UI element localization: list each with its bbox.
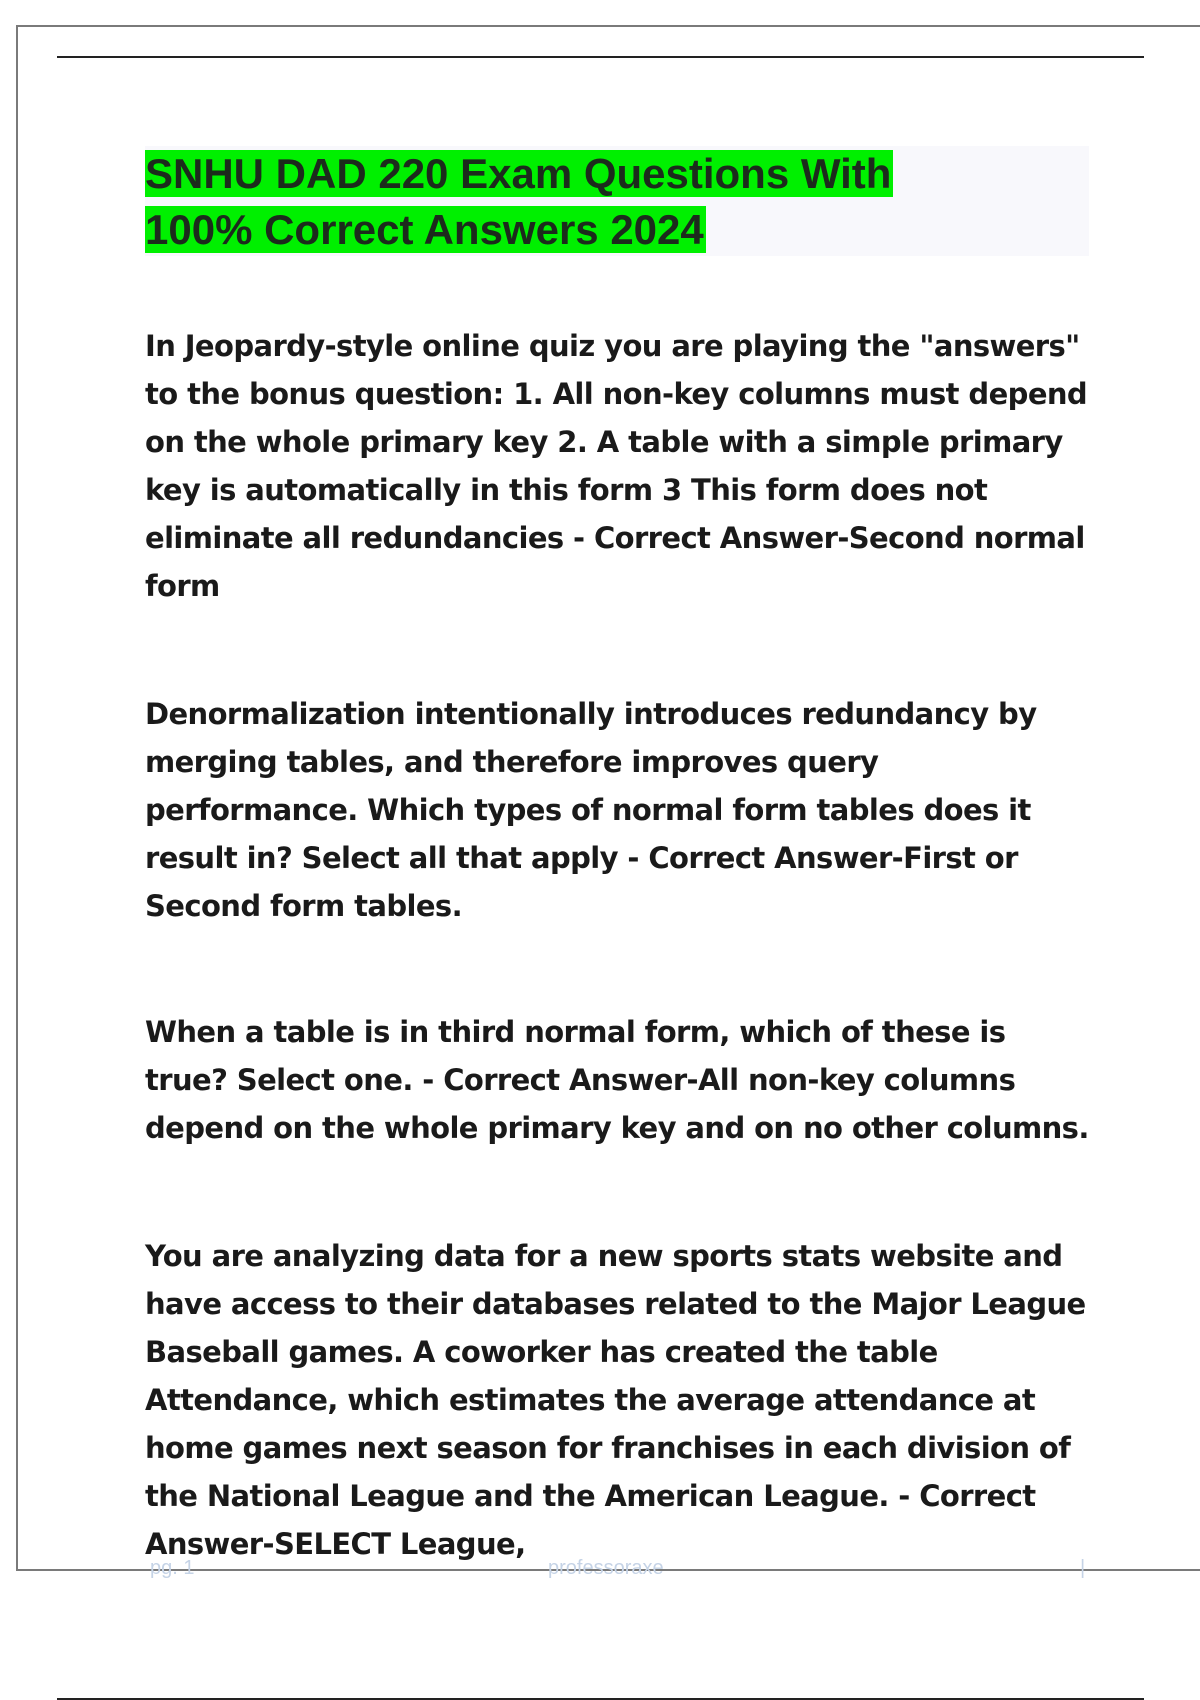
- document-title: [145, 146, 1089, 258]
- qa-entry: Denormalization intentionally introduces redundancy by merging tables, and therefore improves query performance. Which types of normal form tables does it result in? Select all that apply - Correct Answer-First or Second form tables.: [145, 697, 1037, 923]
- document-body: [145, 322, 1095, 1568]
- footer-mark: |: [1080, 1557, 1086, 1579]
- footer-page-number: pg. 1: [150, 1557, 195, 1579]
- footer-author: professoraxe: [548, 1557, 664, 1579]
- qa-entry: In Jeopardy-style online quiz you are playing the "answers" to the bonus question: 1. All non-key columns must depend on the whole primary key 2. A table with a simple primary key is automatically in this form 3 This form does not eliminate all redundancies - Correct Answer-Second normal form: [145, 329, 1088, 603]
- qa-entry: You are analyzing data for a new sports stats website and have access to their databases related to the Major League Baseball games. A coworker has created the table Attendance, which estimates the average attendance at home games next season for franchises in each division of the National League and the American League. - Correct Answer-SELECT League,: [145, 1239, 1086, 1561]
- title-line-2: 100% Correct Answers 2024: [145, 206, 704, 253]
- title-block: [145, 146, 1089, 256]
- qa-entry: When a table is in third normal form, which of these is true? Select one. - Correct Answer-All non-key columns depend on the whole primary key and on no other columns.: [145, 1015, 1089, 1145]
- title-line-1: SNHU DAD 220 Exam Questions With: [145, 150, 892, 197]
- header-rule: [57, 56, 1144, 58]
